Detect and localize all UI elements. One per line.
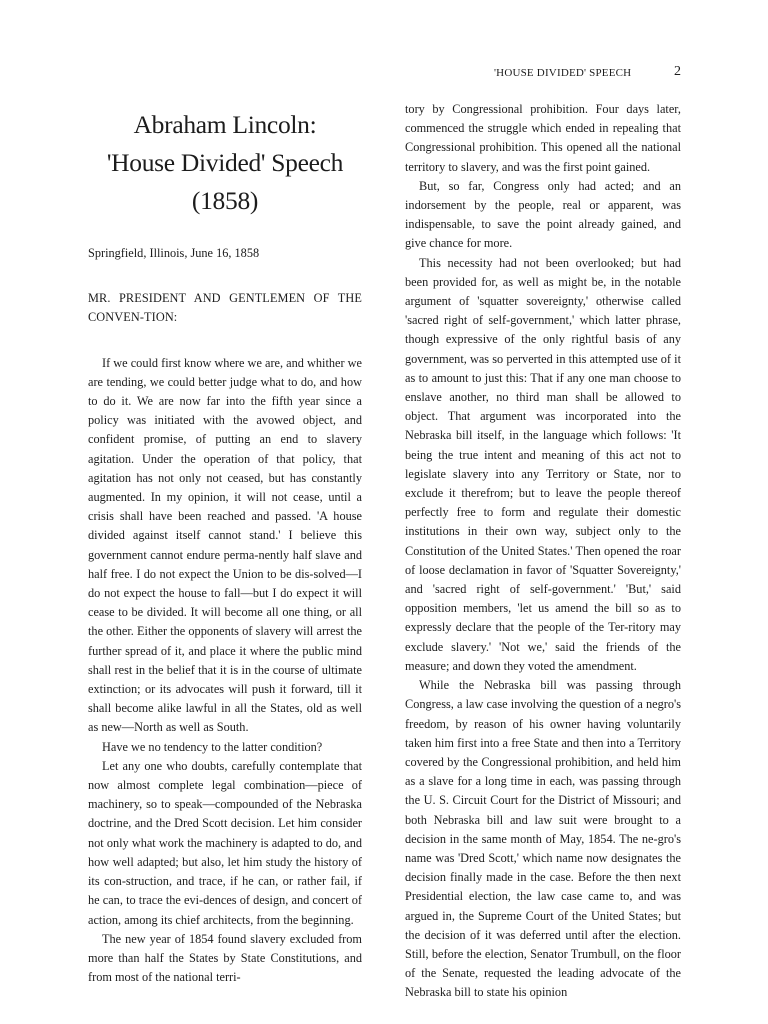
page-number: 2 xyxy=(674,64,681,79)
paragraph: The new year of 1854 found slavery excluded from more than half the States by State Constitutions, and from most of the national terri- xyxy=(88,931,362,985)
paragraph: Have we no tendency to the latter condition? xyxy=(102,739,323,754)
running-header: 'HOUSE DIVIDED' SPEECH xyxy=(494,67,632,79)
paragraph: While the Nebraska bill was passing through Congress, a law case involving the question of a negro's freedom, by reason of his owner having voluntarily taken him first into a free State and then into a Territory covered by the Congressional prohibition, and held him as a slave for a long time in each, was passing through the U. S. Circuit Court for the District of Missouri; and both Nebraska bill and law suit were brought to a decision in the same month of May, 1854. The ne-gro's name was 'Dred Scott,' which name now designates the decision finally made in the case. Before the then next Presidential election, the law case came to, and was argued in, the Supreme Court of the United States; but the decision of it was deferred until after the election. Still, before the election, Senator Trumbull, on the floor of the Senate, requested the leading advocate of the Nebraska bill to state his opinion xyxy=(405,678,681,1000)
paragraph: Let any one who doubts, carefully contemplate that now almost complete legal combination—piece of machinery, so to speak—compounded of the Nebraska doctrine, and the Dred Scott decision. Let him consider not only what work the machinery is adapted to do, and how well adapted; but also, let him study the history of its con-struction, and trace, if he can, or rather fail, if he can, to trace the evi-dences of design, and concert of action, among its chief architects, from the beginning. xyxy=(88,758,362,927)
paragraph: If we could first know where we are, and whither we are tending, we could better judge what to do, and how to do it. We are now far into the fifth year since a policy was initiated with the avowed object, and confident promise, of putting an end to slavery agitation. Under the operation of that policy, that agitation has not only not ceased, but has constantly augmented. In my opinion, it will not cease, until a crisis shall have been reached and passed. 'A house divided against itself cannot stand.' I believe this government cannot endure perma-nently half slave and half free. I do not expect the Union to be dis-solved—I do not expect the house to fall—but I do expect it will cease to be divided. It will become all one thing, or all the other. Either the opponents of slavery will arrest the further spread of it, and place it where the public mind shall rest in the belief that it is in the course of ultimate extinction; or its advocates will push it forward, till it shall become alike lawful in all the States, old as well as new—North as well as South. xyxy=(88,355,362,735)
left-column xyxy=(88,100,362,987)
right-column xyxy=(405,100,681,1003)
paragraph: tory by Congressional prohibition. Four days later, commenced the struggle which ended in repealing that Congressional prohibition. This opened all the national territory to slavery, and was the first point gained. xyxy=(405,102,681,174)
left-body xyxy=(88,354,362,988)
title-line-2: 'House Divided' Speech (1858) xyxy=(106,148,344,215)
dateline: Springfield, Illinois, June 16, 1858 xyxy=(88,246,260,260)
title-block xyxy=(88,106,362,220)
title-line-1: Abraham Lincoln: xyxy=(133,110,317,139)
salutation: MR. PRESIDENT AND GENTLEMEN OF THE CONVEN-TION: xyxy=(88,291,362,325)
paragraph: This necessity had not been overlooked; but had been provided for, as well as might be, in the notable argument of 'squatter sovereignty,' otherwise called 'sacred right of self-government,' which latter phrase, though expressive of the only rightful basis of any government, was so perverted in this attempted use of it as to amount to just this: That if any one man choose to enslave another, no third man shall be allowed to object. That argument was incorporated into the Nebraska bill itself, in the language which follows: 'It being the true intent and meaning of this act not to legislate slavery into any Territory or State, nor to exclude it therefrom; but to leave the people thereof perfectly free to form and regulate their domestic institutions in their own way, subject only to the Constitution of the United States.' Then opened the roar of loose declamation in favor of 'Squatter Sovereignty,' and 'sacred right of self-government.' 'But,' said opposition members, 'let us amend the bill so as to expressly declare that the people of the Ter-ritory may exclude slavery.' 'Not we,' said the friends of the measure; and down they voted the amendment. xyxy=(405,255,681,673)
paragraph: But, so far, Congress only had acted; and an indorsement by the people, real or apparent, was indispensable, to save the point already gained, and give chance for more. xyxy=(405,178,681,251)
